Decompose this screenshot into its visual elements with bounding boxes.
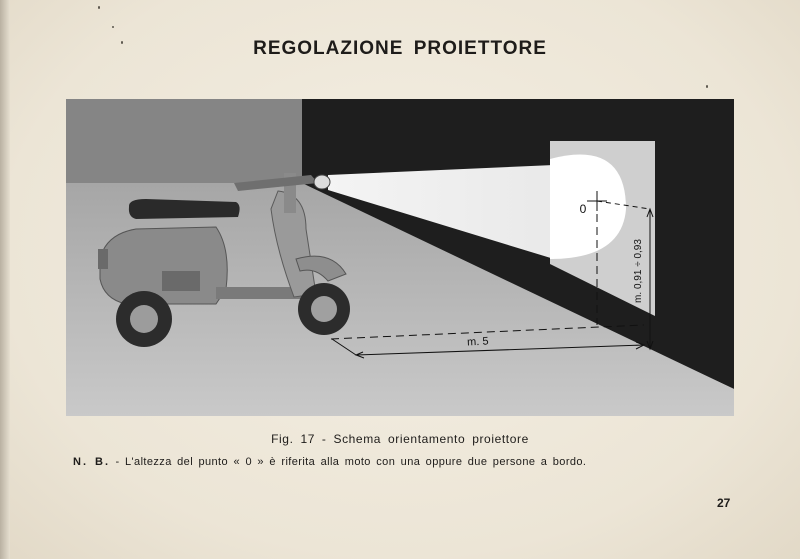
back-wall bbox=[66, 99, 306, 189]
binding-gutter bbox=[0, 0, 10, 559]
page-number: 27 bbox=[717, 496, 731, 510]
figure-caption: Fig. 17 - Schema orientamento proiettore bbox=[271, 432, 529, 446]
footnote bbox=[73, 456, 586, 468]
aim-point-label: 0 bbox=[579, 202, 587, 216]
print-speck bbox=[706, 85, 708, 88]
distance-label: m. 5 bbox=[466, 335, 489, 349]
footnote-prefix: N. B. bbox=[73, 456, 111, 468]
page-title: REGOLAZIONE PROIETTORE bbox=[253, 38, 547, 59]
headlight-diagram bbox=[66, 99, 734, 416]
height-label: m. 0,91 ÷ 0,93 bbox=[633, 239, 644, 303]
footnote-text: - L'altezza del punto « 0 » è riferita alla moto con una oppure due persone a bordo. bbox=[110, 456, 587, 468]
print-speck bbox=[98, 6, 100, 9]
print-speck bbox=[112, 26, 114, 28]
